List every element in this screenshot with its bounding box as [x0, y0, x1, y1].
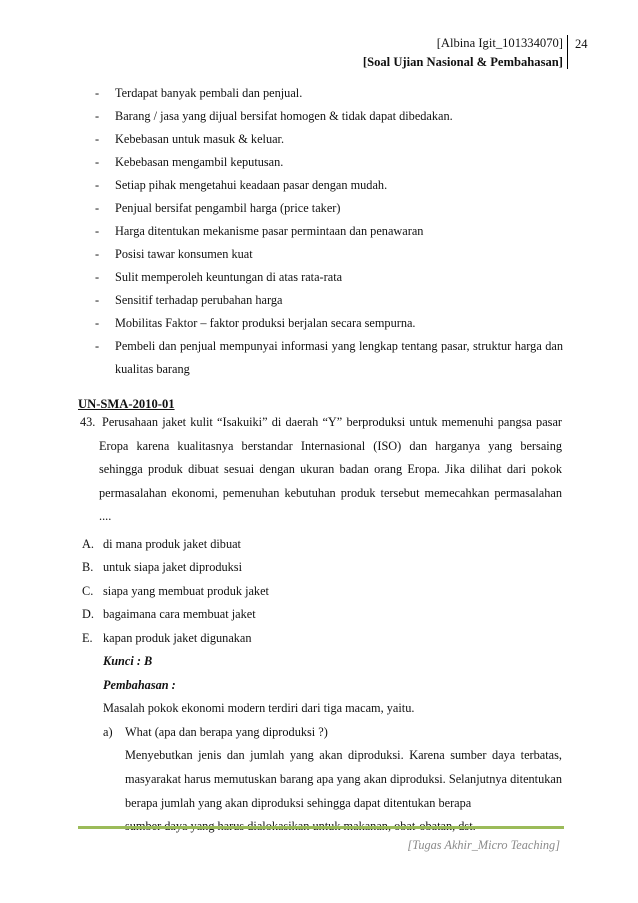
question-number: 43. — [80, 415, 96, 429]
option-item: A. di mana produk jaket dibuat — [82, 536, 241, 551]
header-title: [Soal Ujian Nasional & Pembahasan] — [362, 55, 563, 69]
list-item: - Barang / jasa yang dijual bersifat homogen & tidak dapat dibedakan. — [95, 109, 453, 123]
section-title: UN-SMA-2010-01 — [78, 397, 175, 411]
answer-options — [82, 533, 562, 651]
list-item: - Terdapat banyak pembali dan penjual. — [95, 86, 303, 100]
option-item: D. bagaimana cara membuat jaket — [82, 607, 256, 622]
page-header — [163, 34, 563, 72]
question-text: 43. Perusahaan jaket kulit “Isakuiki” di daerah “Y” berproduksi untuk memenuhi pangsa pasar Eropa karena kualitasnya berstandar Internasional (ISO) dan harganya yang bersaing sehingga produk dibuat sesuai dengan ukuran badan orang Eropa. Jika dilihat dari pokok permasalahan ekonomi, pemenuhan kebutuhan produk tersebut memecahkan permasalahan .... — [78, 411, 562, 529]
footer-divider — [78, 826, 564, 829]
discussion-point-title: a) What (apa dan berapa yang diproduksi ?) — [103, 724, 328, 739]
option-item: B. untuk siapa jaket diproduksi — [82, 560, 243, 575]
discussion-point-body: Menyebutkan jenis dan jumlah yang akan diproduksi. Karena sumber daya terbatas, masyarakat harus memutuskan barang apa yang akan diproduksi. Selanjutnya ditentukan berapa jumlah yang akan diproduksi sehingga dapat ditentukan berapa — [125, 748, 562, 810]
page-footer: [Tugas Akhir_Micro Teaching] — [407, 838, 560, 852]
list-item: - Kebebasan untuk masuk & keluar. — [95, 132, 285, 146]
discussion-intro: Masalah pokok ekonomi modern terdiri dari tiga macam, yaitu. — [103, 701, 415, 716]
list-item: - Pembeli dan penjual mempunyai informasi yang lengkap tentang pasar, struktur harga dan kualitas barang — [95, 339, 563, 376]
header-author: [Albina Igit_101334070] — [436, 36, 563, 50]
question-block — [78, 411, 562, 839]
option-item: E. kapan produk jaket digunakan — [82, 630, 252, 645]
discussion-title: Pembahasan : — [103, 677, 176, 692]
list-item: - Setiap pihak mengetahui keadaan pasar dengan mudah. — [95, 178, 388, 192]
page-number: 24 — [575, 37, 588, 51]
list-item: - Harga ditentukan mekanisme pasar permintaan dan penawaran — [95, 224, 424, 238]
list-item: - Mobilitas Faktor – faktor produksi berjalan secara sempurna. — [95, 316, 416, 330]
answer-key: Kunci : B — [103, 654, 153, 669]
bullet-list — [88, 82, 563, 381]
list-item: - Kebebasan mengambil keputusan. — [95, 155, 284, 169]
list-item: - Posisi tawar konsumen kuat — [95, 247, 253, 261]
list-item: - Penjual bersifat pengambil harga (price taker) — [95, 201, 341, 215]
list-item: - Sulit memperoleh keuntungan di atas rata-rata — [95, 270, 343, 284]
list-item: - Sensitif terhadap perubahan harga — [95, 293, 283, 307]
option-item: C. siapa yang membuat produk jaket — [82, 583, 269, 598]
header-divider — [567, 35, 568, 69]
